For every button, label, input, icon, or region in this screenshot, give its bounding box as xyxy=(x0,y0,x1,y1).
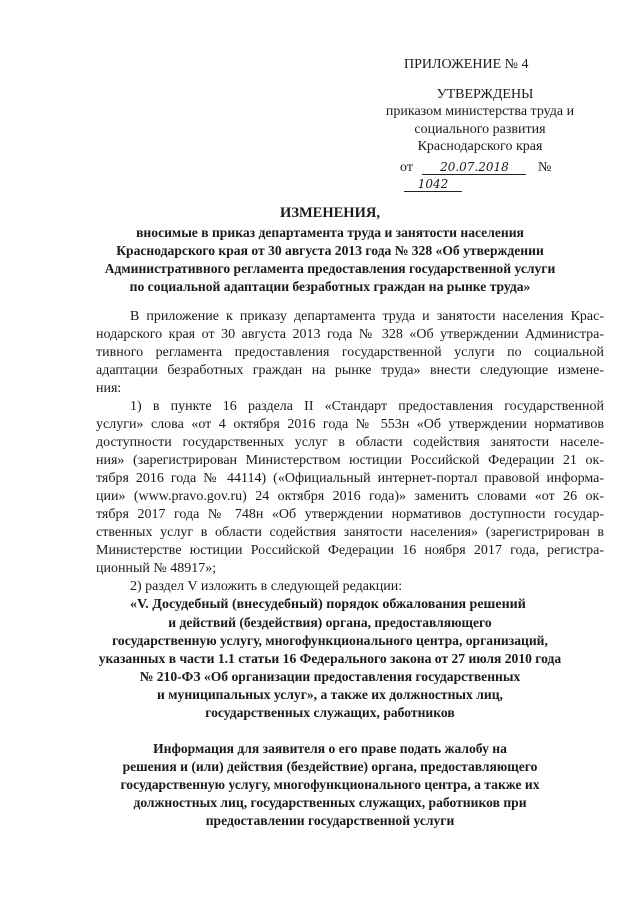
item2-text: 2) раздел V изложить в следующей редакции: xyxy=(130,579,403,594)
info-line-5: предоставлении государственной услуги xyxy=(205,813,455,828)
item1-line-1: 1) в пункте 16 раздела II «Стандарт предоставления государственной xyxy=(130,399,604,414)
info-line-3: государственную услугу, многофункционального центра, а также их xyxy=(120,777,540,792)
approval-line-1: приказом министерства труда и xyxy=(385,104,575,119)
heading-line-4: по социальной адаптации безработных граждан на рынке труда» xyxy=(129,279,531,294)
section5-line-4: указанных в части 1.1 статьи 16 Федерального закона от 27 июля 2010 года xyxy=(98,651,562,666)
heading-line-3: Административного регламента предоставления государственной услуги xyxy=(104,261,556,276)
section5-line-7: государственных служащих, работников xyxy=(205,705,455,720)
item1-line-2: услуги» слова «от 4 октября 2016 года № 553н «Об утверждении нормативов xyxy=(96,417,604,432)
item1-line-7: тября 2017 года № 748н «Об утверждении нормативов доступности государ- xyxy=(96,507,604,522)
approval-line-3: Краснодарского края xyxy=(417,139,543,154)
heading-line-2: Краснодарского края от 30 августа 2013 года № 328 «Об утверждении xyxy=(116,243,544,258)
date-value: 20.07.2018 xyxy=(422,160,526,175)
approved-label: УТВЕРЖДЕНЫ xyxy=(436,86,534,102)
section5-line-6: и муниципальных услуг», а также их должностных лиц, xyxy=(157,687,503,702)
item1-line-3: доступности государственных услуг в области содействия занятости населе- xyxy=(96,435,604,450)
order-number: 1042 xyxy=(404,177,462,192)
number-label: № xyxy=(537,159,552,175)
item1-line-8: ственных услуг в области содействия занятости населения» (зарегистрирован в xyxy=(96,525,604,540)
appendix-title: ПРИЛОЖЕНИЕ № 4 xyxy=(404,57,529,72)
item1-line-10: ционный № 48917»; xyxy=(96,561,217,576)
approval-date-row xyxy=(360,159,600,194)
section5-line-1: «V. Досудебный (внесудебный) порядок обжалования решений xyxy=(130,597,526,612)
intro-line-5: ния: xyxy=(96,381,122,396)
info-line-2: решения и (или) действия (бездействие) органа, предоставляющего xyxy=(122,759,538,774)
intro-line-4: адаптации безработных граждан на рынке труда» внести следующие измене- xyxy=(96,363,604,378)
heading-line-1: вносимые в приказ департамента труда и занятости населения xyxy=(136,225,524,240)
from-label: от xyxy=(400,159,413,175)
item1-line-4: ния» (зарегистрирован Министерством юстиции Российской Федерации 21 ок- xyxy=(96,453,604,468)
item1-line-5: тября 2016 года № 44114) («Официальный интернет-портал правовой информа- xyxy=(96,471,604,486)
section5-line-3: государственную услугу, многофункционального центра, организаций, xyxy=(112,633,548,648)
item1-line-9: Министерстве юстиции Российской Федерации 16 ноября 2017 года, регистра- xyxy=(96,543,604,558)
intro-line-3: тивного регламента предоставления государственной услуги по социальной xyxy=(96,345,604,360)
approval-line-2: социального развития xyxy=(414,121,546,137)
info-line-4: должностных лиц, государственных служащих, работников при xyxy=(133,795,527,810)
heading-title: ИЗМЕНЕНИЯ, xyxy=(280,205,380,221)
section5-line-5: № 210-ФЗ «Об организации предоставления государственных xyxy=(139,669,521,684)
approval-block xyxy=(360,56,600,194)
info-line-1: Информация для заявителя о его праве подать жалобу на xyxy=(153,741,507,756)
intro-line-2: нодарского края от 30 августа 2013 года № 328 «Об утверждении Администра- xyxy=(96,327,604,342)
section5-line-2: и действий (бездействия) органа, предоставляющего xyxy=(168,615,492,630)
intro-line-1: В приложение к приказу департамента труда и занятости населения Крас- xyxy=(130,309,604,324)
item1-line-6: ции» (www.pravo.gov.ru) 24 октября 2016 года)» заменить словами «от 26 ок- xyxy=(96,489,604,504)
